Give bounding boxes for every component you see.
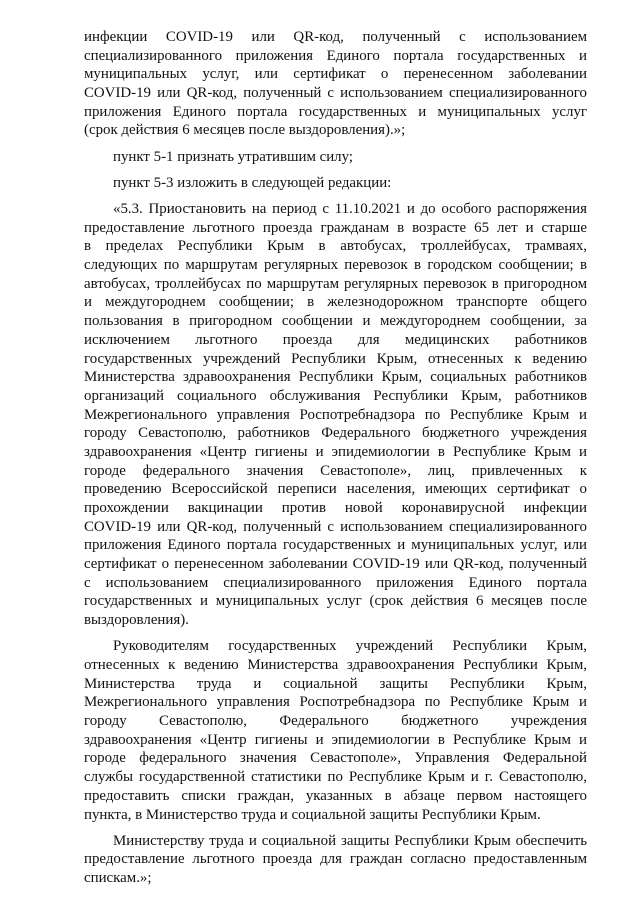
paragraph	[84, 174, 587, 193]
text-line: Министерства труда и социальной защиты Республики Крым,	[84, 675, 587, 692]
text-line: сертификат о перенесенном заболевании COVID-19 или QR-код, полученный	[84, 556, 587, 573]
paragraph-gap	[84, 630, 587, 638]
text-line: городу Севастополю, работников Федерального бюджетного учреждения	[84, 425, 587, 442]
text-line: государственных учреждений Республики Крым, отнесенных к ведению	[84, 350, 587, 367]
text-line: здравоохранения «Центр гигиены и эпидемиологии в Республике Крым и	[84, 443, 587, 460]
text-line: пункта, в Министерство труда и социальной защиты Республики Крым.	[84, 806, 541, 823]
text-line: службы государственной статистики по Республике Крым и г. Севастополю,	[84, 769, 587, 786]
paragraph-gap	[84, 888, 587, 896]
text-line: городу Севастополю, Федерального бюджетного учреждения	[84, 713, 587, 730]
text-line: следующих по маршрутам регулярных перевозок в городском сообщении; в	[84, 257, 587, 274]
text-line: и междугороднем сообщении; в железнодорожном транспорте общего	[84, 294, 587, 311]
paragraph	[84, 200, 587, 630]
text-line: предоставление льготного проезда гражданам в возрасте 65 лет и старше	[84, 219, 587, 236]
text-line: государственных и муниципальных услуг (срок действия 6 месяцев после	[84, 593, 587, 610]
text-line: Министерству труда и социальной защиты Республики Крым обеспечить	[113, 832, 587, 849]
text-line: с использованием специализированного приложения Единого портала	[84, 574, 587, 591]
paragraph-gap	[84, 140, 587, 148]
paragraph-gap	[84, 193, 587, 201]
text-line: COVID-19 или QR-код, полученный с использованием специализированного	[84, 85, 587, 102]
text-line: автобусах, троллейбусах по маршрутам регулярных перевозок в пригородном	[84, 275, 587, 292]
text-line: муниципальных услуг, или сертификат о перенесенном заболевании	[84, 66, 587, 83]
text-line: здравоохранения «Центр гигиены и эпидемиологии в Республике Крым и	[84, 731, 587, 748]
text-line: «5.3. Приостановить на период с 11.10.2021 и до особого распоряжения	[113, 201, 587, 217]
text-line: Межрегионального управления Роспотребнадзора по Республике Крым и	[84, 406, 587, 423]
text-line: в пределах Республики Крым в автобусах, троллейбусах, трамваях,	[84, 238, 587, 255]
paragraph	[84, 832, 587, 888]
text-line: спискам.»;	[84, 870, 152, 887]
text-line: пункт 5-3 изложить в следующей редакции:	[113, 174, 392, 191]
paragraph-gap	[84, 824, 587, 832]
text-line: приложения Единого портала государственных и муниципальных услуг, или	[84, 537, 587, 554]
text-line: предоставить списки граждан, указанных в абзаце первом настоящего	[84, 787, 587, 804]
text-line: пользования в пригородном сообщении и междугороднем сообщении, за	[84, 313, 587, 330]
text-line: выздоровления).	[84, 612, 189, 629]
paragraph	[84, 28, 587, 140]
text-line: предоставление льготного проезда для граждан согласно предоставленным	[84, 851, 587, 868]
text-line: COVID-19 или QR-код, полученный с использованием специализированного	[84, 518, 587, 535]
text-line: прохождении вакцинации против новой коронавирусной инфекции	[84, 500, 587, 516]
text-line: (срок действия 6 месяцев после выздоровления).»;	[84, 122, 406, 139]
text-line: организаций социального обслуживания Республики Крым, работников	[84, 387, 587, 404]
text-line: исключением льготного проезда для медицинских работников	[84, 331, 587, 348]
text-line: отнесенных к ведению Министерства здравоохранения Республики Крым,	[84, 657, 587, 673]
text-line: Министерства здравоохранения Республики Крым, социальных работников	[84, 369, 587, 386]
text-line: проведению Всероссийской переписи населения, имеющих сертификат о	[84, 481, 587, 498]
text-line: специализированного приложения Единого портала государственных и	[84, 47, 587, 64]
text-line: городе федерального значения Севастополе», Управления Федеральной	[84, 750, 587, 767]
text-line: приложения Единого портала государственных и муниципальных услуг	[84, 103, 587, 120]
paragraph-gap	[84, 166, 587, 174]
text-line: Межрегионального управления Роспотребнадзора по Республике Крым и	[84, 694, 587, 711]
text-line: городе федерального значения Севастополе», лиц, привлеченных к	[84, 462, 587, 479]
paragraph	[84, 148, 587, 167]
paragraph	[84, 637, 587, 824]
document-page	[84, 28, 587, 895]
text-line: пункт 5-1 признать утратившим силу;	[113, 148, 353, 165]
text-line: инфекции COVID-19 или QR-код, полученный с использованием	[84, 29, 587, 45]
text-line: Руководителям государственных учреждений Республики Крым,	[113, 638, 587, 655]
